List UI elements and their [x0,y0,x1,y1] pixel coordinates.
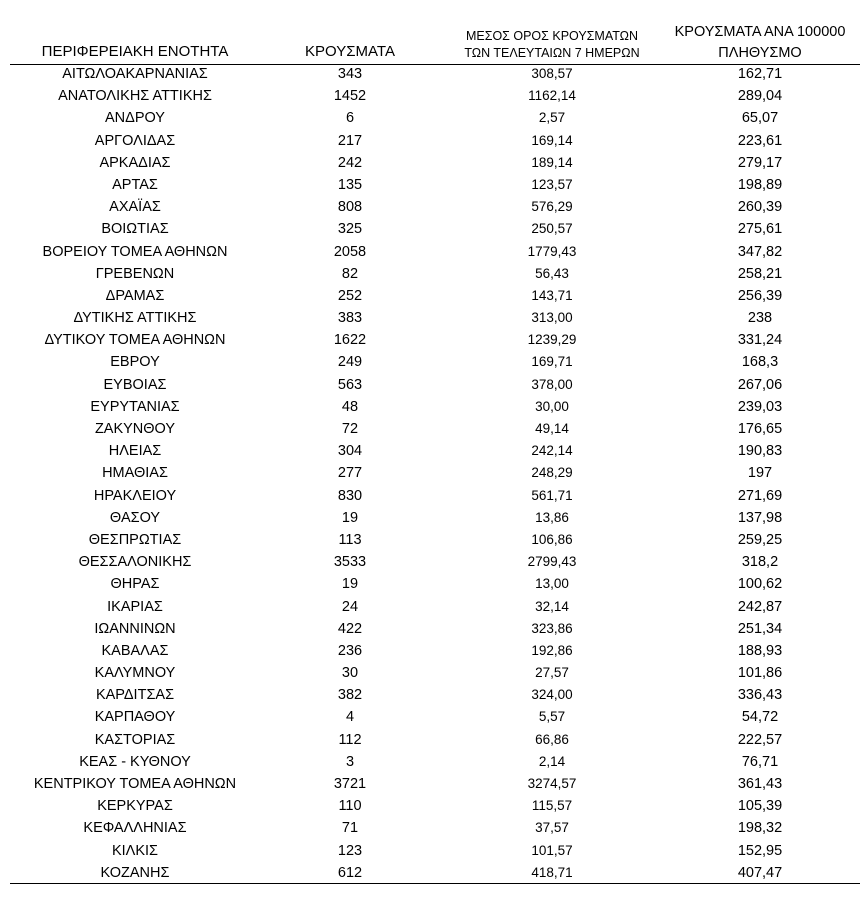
cases-cell: 48 [341,398,359,415]
cases-cell: 304 [337,443,363,460]
cases-cell: 6 [345,110,355,127]
region-cell: ΔΥΤΙΚΟΥ ΤΟΜΕΑ ΑΘΗΝΩΝ [44,332,226,349]
table-row [10,551,860,573]
table-row [10,107,860,129]
per100k-cell: 260,39 [737,199,783,216]
table-row [10,218,860,240]
region-cell: ΙΚΑΡΙΑΣ [107,598,163,615]
avg7-cell: 143,71 [531,287,573,303]
region-cell: ΑΡΚΑΔΙΑΣ [99,154,171,171]
cases-cell: 19 [341,576,359,593]
cases-cell: 236 [337,642,363,659]
region-cell: ΚΕΑΣ - ΚΥΘΝΟΥ [79,753,191,770]
table-row [10,418,860,440]
cases-cell: 343 [337,66,363,82]
region-cell: ΔΥΤΙΚΗΣ ΑΤΤΙΚΗΣ [73,310,197,327]
table-row [10,462,860,484]
avg7-cell: 3274,57 [527,776,577,791]
per100k-cell: 54,72 [741,709,779,726]
region-cell: ΗΡΑΚΛΕΙΟΥ [93,487,177,504]
cases-cell: 113 [338,531,362,548]
table-row [10,241,860,263]
cases-cell: 1622 [333,332,367,349]
per100k-cell: 407,47 [737,864,783,881]
per100k-cell: 242,87 [737,598,783,615]
avg7-cell: 1162,14 [528,88,576,104]
cases-cell: 325 [337,221,363,238]
table-row [10,440,860,462]
per100k-cell: 188,93 [737,642,783,659]
region-cell: ΚΑΣΤΟΡΙΑΣ [94,731,176,748]
avg7-cell: 123,57 [531,176,573,192]
table-row [10,706,860,728]
table-row [10,351,860,373]
avg7-cell: 13,00 [535,576,569,592]
region-cell: ΘΑΣΟΥ [109,509,161,526]
per100k-cell: 137,98 [737,509,783,526]
per100k-cell: 238 [747,310,773,327]
per100k-cell: 101,86 [737,665,783,682]
table-row [10,374,860,396]
per100k-cell: 318,2 [741,554,779,571]
avg7-cell: 115,57 [531,798,573,814]
per100k-cell: 190,83 [737,443,783,460]
per100k-cell: 271,69 [737,487,783,504]
region-cell: ΚΑΡΔΙΤΣΑΣ [95,687,175,704]
region-cell: ΚΑΒΑΛΑΣ [101,642,169,659]
per100k-cell: 152,95 [737,842,783,859]
per100k-cell: 100,62 [737,576,783,593]
cases-cell: 563 [337,376,363,393]
region-cell: ΑΡΓΟΛΙΔΑΣ [94,132,176,149]
per100k-cell: 168,3 [741,354,779,371]
avg7-cell: 323,86 [531,620,573,636]
table-row [10,618,860,640]
avg7-cell: 13,86 [535,509,569,525]
table-row [10,817,860,839]
column-header-per100k [660,22,860,64]
cases-cell: 383 [337,310,363,327]
avg7-cell: 37,57 [535,820,569,836]
region-cell: ΑΧΑΪΑΣ [109,199,161,216]
region-cell: ΑΙΤΩΛΟΑΚΑΡΝΑΝΙΑΣ [62,66,208,82]
cases-cell: 808 [337,199,363,216]
column-header-avg7-line2: ΤΩΝ ΤΕΛΕΥΤΑΙΩΝ 7 ΗΜΕΡΩΝ [464,46,640,60]
per100k-cell: 279,17 [737,154,783,171]
avg7-cell: 248,29 [531,465,573,481]
avg7-cell: 561,71 [531,487,573,503]
column-header-cases: ΚΡΟΥΣΜΑΤΑ [305,43,395,60]
per100k-cell: 162,71 [737,66,783,82]
avg7-cell: 1239,29 [527,332,577,348]
cases-cell: 277 [337,465,363,482]
avg7-cell: 250,57 [531,221,573,237]
avg7-cell: 576,29 [531,199,573,215]
cases-cell: 3721 [333,776,367,792]
cases-cell: 217 [337,132,363,149]
per100k-cell: 347,82 [737,243,783,260]
table-row [10,640,860,662]
avg7-cell: 32,14 [535,598,569,614]
avg7-cell: 27,57 [535,665,569,681]
region-cell: ΚΟΖΑΝΗΣ [100,864,170,881]
region-cell: ΕΒΡΟΥ [110,354,160,371]
table-row [10,285,860,307]
table-row [10,529,860,551]
avg7-cell: 2799,43 [527,554,577,570]
avg7-cell: 5,57 [538,709,566,725]
cases-cell: 135 [337,176,363,193]
cases-cell: 422 [337,620,363,637]
per100k-cell: 198,32 [737,820,783,837]
per100k-cell: 76,71 [741,753,779,770]
per100k-cell: 65,07 [741,110,779,127]
region-cell: ΙΩΑΝΝΙΝΩΝ [94,620,176,637]
region-cell: ΘΗΡΑΣ [110,576,160,593]
cases-cell: 123 [337,842,363,859]
cases-cell: 71 [341,820,359,837]
cases-cell: 830 [337,487,363,504]
cases-cell: 19 [341,509,359,526]
region-cell: ΒΟΙΩΤΙΑΣ [101,221,169,238]
region-cell: ΑΝΔΡΟΥ [105,110,165,127]
avg7-cell: 30,00 [535,398,569,414]
table-bottom-border [10,883,860,884]
cases-cell: 110 [338,798,362,815]
cases-cell: 612 [337,864,363,881]
region-cell: ΒΟΡΕΙΟΥ ΤΟΜΕΑ ΑΘΗΝΩΝ [42,243,228,260]
cases-cell: 82 [341,265,359,282]
per100k-cell: 259,25 [737,531,783,548]
avg7-cell: 2,14 [538,753,566,769]
table-row [10,63,860,85]
table-row [10,196,860,218]
table-row [10,174,860,196]
avg7-cell: 418,71 [531,864,573,880]
region-cell: ΗΜΑΘΙΑΣ [102,465,168,482]
per100k-cell: 361,43 [737,776,783,792]
per100k-cell: 176,65 [737,421,783,437]
avg7-cell: 56,43 [535,265,569,281]
region-cell: ΓΡΕΒΕΝΩΝ [95,265,175,282]
table-row [10,773,860,795]
table-row [10,152,860,174]
avg7-cell: 242,14 [531,443,573,459]
cases-cell: 382 [337,687,363,704]
avg7-cell: 2,57 [538,110,566,126]
avg7-cell: 189,14 [531,154,573,170]
per100k-cell: 222,57 [737,731,783,748]
table-row [10,329,860,351]
per100k-cell: 258,21 [737,265,783,282]
avg7-cell: 49,14 [535,421,569,436]
cases-cell: 2058 [333,243,367,260]
region-cell: ΘΕΣΣΑΛΟΝΙΚΗΣ [78,554,192,571]
column-header-region: ΠΕΡΙΦΕΡΕΙΑΚΗ ΕΝΟΤΗΤΑ [41,43,229,60]
table-row [10,795,860,817]
per100k-cell: 105,39 [737,798,783,815]
data-table [10,63,860,884]
table-row [10,130,860,152]
per100k-cell: 267,06 [737,376,783,393]
cases-cell: 3 [345,753,355,770]
table-row [10,507,860,529]
region-cell: ΕΥΡΥΤΑΝΙΑΣ [90,398,180,415]
cases-cell: 252 [337,287,363,304]
table-row [10,662,860,684]
avg7-cell: 313,00 [531,310,573,326]
region-cell: ΕΥΒΟΙΑΣ [103,376,167,393]
per100k-cell: 223,61 [737,132,783,149]
avg7-cell: 169,71 [531,354,573,370]
region-cell: ΚΕΡΚΥΡΑΣ [97,798,173,815]
table-row [10,485,860,507]
table-row [10,596,860,618]
table-row [10,307,860,329]
region-cell: ΚΙΛΚΙΣ [111,842,159,859]
per100k-cell: 251,34 [737,620,783,637]
cases-cell: 4 [345,709,355,726]
column-header-avg7 [448,28,656,62]
table-row [10,840,860,862]
per100k-cell: 239,03 [737,398,783,415]
cases-cell: 112 [338,731,362,748]
avg7-cell: 378,00 [531,376,573,392]
table-row [10,684,860,706]
table-row [10,263,860,285]
cases-cell: 3533 [333,554,367,571]
cases-cell: 24 [341,598,359,615]
avg7-cell: 1779,43 [527,243,577,259]
avg7-cell: 192,86 [531,642,573,658]
region-cell: ΚΑΛΥΜΝΟΥ [94,665,176,682]
table-row [10,729,860,751]
cases-cell: 30 [341,665,359,682]
region-cell: ΑΡΤΑΣ [112,176,158,193]
table-row [10,573,860,595]
region-cell: ΚΑΡΠΑΘΟΥ [94,709,176,726]
avg7-cell: 308,57 [531,66,573,81]
region-cell: ΚΕΝΤΡΙΚΟΥ ΤΟΜΕΑ ΑΘΗΝΩΝ [33,776,237,792]
region-cell: ΗΛΕΙΑΣ [108,443,162,460]
avg7-cell: 169,14 [531,132,573,148]
avg7-cell: 101,57 [531,842,573,858]
column-header-per100k-line1: ΚΡΟΥΣΜΑΤΑ ΑΝΑ 100000 [674,24,846,40]
table-row [10,85,860,107]
avg7-cell: 106,86 [531,531,573,547]
per100k-cell: 198,89 [737,176,783,193]
region-cell: ΘΕΣΠΡΩΤΙΑΣ [88,531,182,548]
region-cell: ΑΝΑΤΟΛΙΚΗΣ ΑΤΤΙΚΗΣ [58,88,212,105]
cases-cell: 72 [341,421,359,437]
table-row [10,862,860,884]
cases-cell: 242 [337,154,363,171]
per100k-cell: 256,39 [737,287,783,304]
cases-cell: 1452 [333,88,367,105]
column-header-avg7-line1: ΜΕΣΟΣ ΟΡΟΣ ΚΡΟΥΣΜΑΤΩΝ [465,29,639,43]
table-row [10,751,860,773]
region-cell: ΔΡΑΜΑΣ [105,287,165,304]
table-row [10,396,860,418]
per100k-cell: 289,04 [737,88,783,105]
region-cell: ΖΑΚΥΝΘΟΥ [94,421,176,437]
column-header-per100k-line2: ΠΛΗΘΥΣΜΟ [718,45,802,61]
region-cell: ΚΕΦΑΛΛΗΝΙΑΣ [83,820,187,837]
per100k-cell: 336,43 [737,687,783,704]
per100k-cell: 197 [747,465,773,482]
avg7-cell: 66,86 [535,731,569,747]
avg7-cell: 324,00 [531,687,573,703]
per100k-cell: 275,61 [737,221,783,238]
cases-cell: 249 [337,354,363,371]
per100k-cell: 331,24 [737,332,783,349]
